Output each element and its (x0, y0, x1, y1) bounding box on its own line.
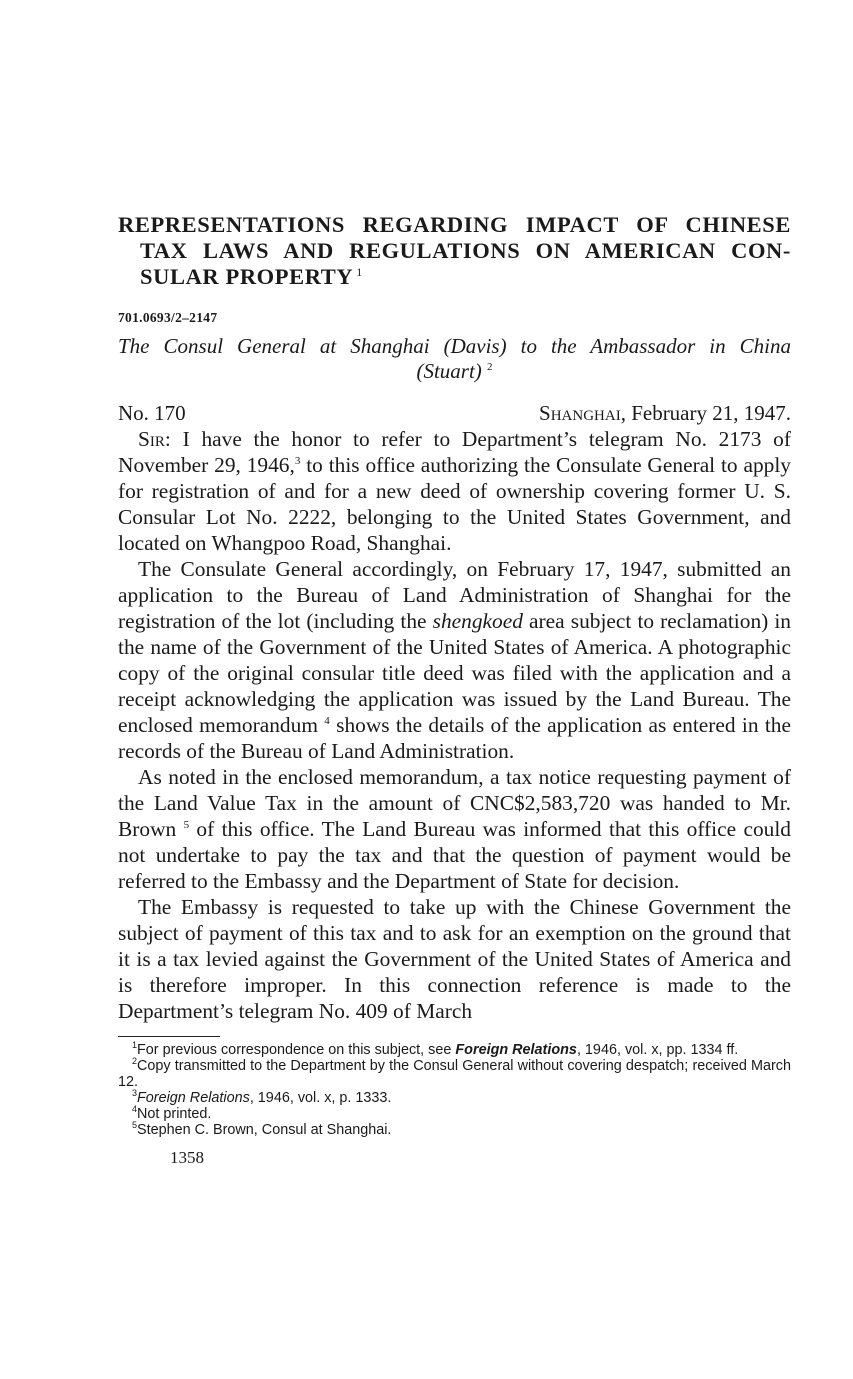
document-heading (118, 212, 791, 290)
subtitle-part-1: The Consul General at Shanghai ( (118, 334, 451, 358)
footnote-3 (118, 1090, 791, 1106)
footnote-2-number: 2 (132, 1056, 138, 1067)
dateline (118, 400, 791, 426)
document-subtitle (118, 334, 791, 384)
footnote-1-number: 1 (132, 1040, 138, 1051)
footnote-ref-4: 4 (324, 714, 330, 727)
date-text: , February 21, 1947. (620, 401, 791, 425)
despatch-number: No. 170 (118, 401, 186, 425)
paragraph-3 (118, 764, 791, 894)
subtitle-name-davis: Davis (450, 334, 500, 358)
paragraph-1-text-b: to this office authorizing the Consulate General to apply for registration of and for a new deed of ownership covering former U. S. Consular Lot No. 2222, belonging to the United States Government, and located on Whangpoo Road, Shanghai. (118, 453, 791, 555)
paragraph-3-text-a: As noted in the enclosed memorandum, a tax notice requesting payment of the Land Value Tax in the amount of CNC$2,583,720 was handed to Mr. Brown (118, 765, 791, 841)
footnote-1-text-a: For previous correspondence on this subject, see (137, 1042, 456, 1058)
heading-line-2: TAX LAWS AND REGULATIONS ON AMERICAN CON- (140, 238, 791, 263)
paragraph-1 (118, 426, 791, 556)
footnote-5 (118, 1122, 791, 1138)
letter-body (118, 426, 791, 1024)
heading-line-3 (118, 264, 791, 290)
footnotes (118, 1042, 791, 1138)
page-number: 1358 (170, 1148, 204, 1167)
footnote-4-number: 4 (132, 1104, 138, 1115)
subtitle-line-2 (118, 359, 791, 384)
footnote-1-title: Foreign Relations (455, 1042, 577, 1058)
heading-line-1: REPRESENTATIONS REGARDING IMPACT OF CHINESE (118, 212, 791, 237)
subtitle-footnote-ref: 2 (487, 361, 493, 373)
salutation: Sir (138, 427, 165, 451)
footnote-1 (118, 1042, 791, 1058)
heading-line-3-text: SULAR PROPERTY (140, 264, 354, 289)
term-shengkoed: shengkoed (432, 609, 523, 633)
footnote-3-text: , 1946, vol. x, p. 1333. (249, 1090, 392, 1106)
footnote-5-text: Stephen C. Brown, Consul at Shanghai. (137, 1122, 392, 1138)
footnote-1-text-b: , 1946, vol. x, pp. 1334 ff. (576, 1042, 739, 1058)
footnote-3-title: Foreign Relations (137, 1090, 250, 1106)
document-page (118, 212, 791, 1168)
heading-footnote-ref: 1 (356, 264, 363, 279)
file-number: 701.0693/2–2147 (118, 310, 218, 325)
paragraph-2-text-a: The Consulate General accordingly, on February 17, 1947, submitted an application to the Bureau of Land Administration of Shanghai for the registration of the lot (including the (118, 557, 791, 633)
footnote-2-text: Copy transmitted to the Department by the Consul General without covering despatch; received March 12. (118, 1058, 791, 1090)
subtitle-part-4: ) (474, 359, 482, 383)
subtitle-name-stuart: Stuart (423, 359, 475, 383)
paragraph-4: The Embassy is requested to take up with the Chinese Government the subject of payment of this tax and to ask for an exemption on the ground that it is a tax levied against the Government of the United States of America and is therefore improper. In this connection reference is made to the Department’s telegram No. 409 of March (118, 895, 791, 1023)
paragraph-3-text-b: of this office. The Land Bureau was informed that this office could not undertake to pay the tax and that the question of payment would be referred to the Embassy and the Department of State for decision. (118, 817, 791, 893)
footnote-5-number: 5 (132, 1120, 138, 1131)
place-name: Shanghai (539, 401, 621, 425)
paragraph-1-text-a: : I have the honor to refer to Department’s telegram No. 2173 of November 29, 1946, (118, 427, 791, 477)
footnote-4 (118, 1106, 791, 1122)
subtitle-part-3: ( (416, 359, 424, 383)
footnote-ref-5: 5 (183, 818, 190, 831)
paragraph-2-text-b: area subject to reclamation) in the name of the Government of the United States of America. A photographic copy of the original consular title deed was filed with the application and a receipt acknowledging the application was issued by the Land Bureau. The enclosed memorandum (118, 609, 792, 737)
subtitle-part-2: ) to the Ambassador in China (499, 334, 791, 358)
footnote-2 (118, 1058, 791, 1090)
footnote-3-number: 3 (132, 1088, 138, 1099)
subtitle-line-1 (118, 334, 791, 359)
place-date (539, 400, 791, 426)
paragraph-2 (118, 556, 791, 764)
paragraph-2-text-c: shows the details of the application as entered in the records of the Bureau of Land Administration. (118, 713, 791, 763)
footnote-divider (118, 1036, 220, 1037)
footnote-4-text: Not printed. (137, 1106, 212, 1122)
footnote-ref-3: 3 (294, 454, 301, 467)
